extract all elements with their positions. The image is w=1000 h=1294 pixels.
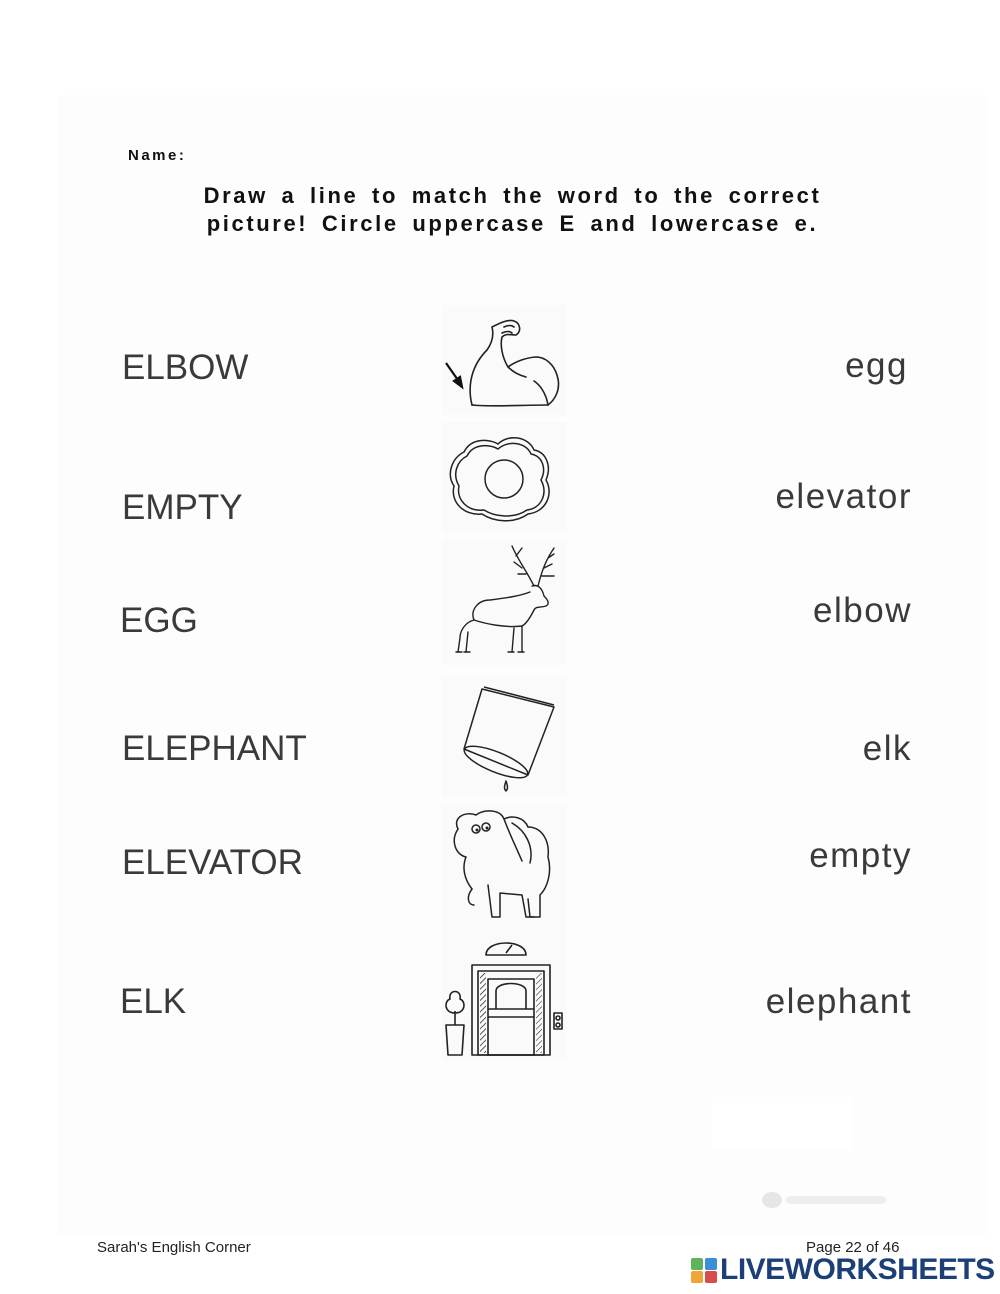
faint-watermark-icon [760,1190,890,1210]
elephant-icon [442,805,567,925]
lowercase-word-elk[interactable]: elk [862,729,912,768]
elevator-icon [442,925,567,1060]
liveworksheets-logo[interactable] [690,1254,995,1286]
elbow-picture[interactable] [442,305,567,415]
elk-picture[interactable] [442,540,567,665]
lowercase-word-empty[interactable]: empty [809,836,912,875]
elevator-picture[interactable] [442,925,567,1060]
uppercase-word-elevator[interactable]: ELEVATOR [122,843,303,882]
uppercase-word-egg[interactable]: EGG [120,601,198,640]
lowercase-word-egg[interactable]: egg [845,346,908,385]
instructions [150,182,875,238]
blank-area [712,1097,852,1149]
uppercase-word-empty[interactable]: EMPTY [122,488,243,527]
flexed-arm-icon [442,305,567,415]
tipped-cup-icon [442,677,567,797]
instructions-line-1: Draw a line to match the word to the correct [203,183,822,208]
elephant-picture[interactable] [442,805,567,925]
liveworksheets-mark-icon [690,1256,718,1284]
elk-icon [442,540,567,665]
empty-cup-picture[interactable] [442,677,567,797]
uppercase-word-elbow[interactable]: ELBOW [122,348,249,387]
brand-name: LIVEWORKSHEETS [720,1253,995,1286]
fried-egg-icon [442,422,567,532]
instructions-line-2: picture! Circle uppercase E and lowercase e. [206,211,819,236]
uppercase-word-elk[interactable]: ELK [120,982,187,1021]
worksheet-page [58,95,988,1235]
lowercase-word-elevator[interactable]: elevator [775,477,912,516]
egg-picture[interactable] [442,422,567,532]
lowercase-word-elephant[interactable]: elephant [765,982,912,1021]
lowercase-word-elbow[interactable]: elbow [813,591,912,630]
footer-page-number: Page 22 of 46 [806,1239,900,1256]
name-label: Name: [128,147,187,164]
uppercase-word-elephant[interactable]: ELEPHANT [122,729,307,768]
footer-author: Sarah's English Corner [97,1239,251,1256]
